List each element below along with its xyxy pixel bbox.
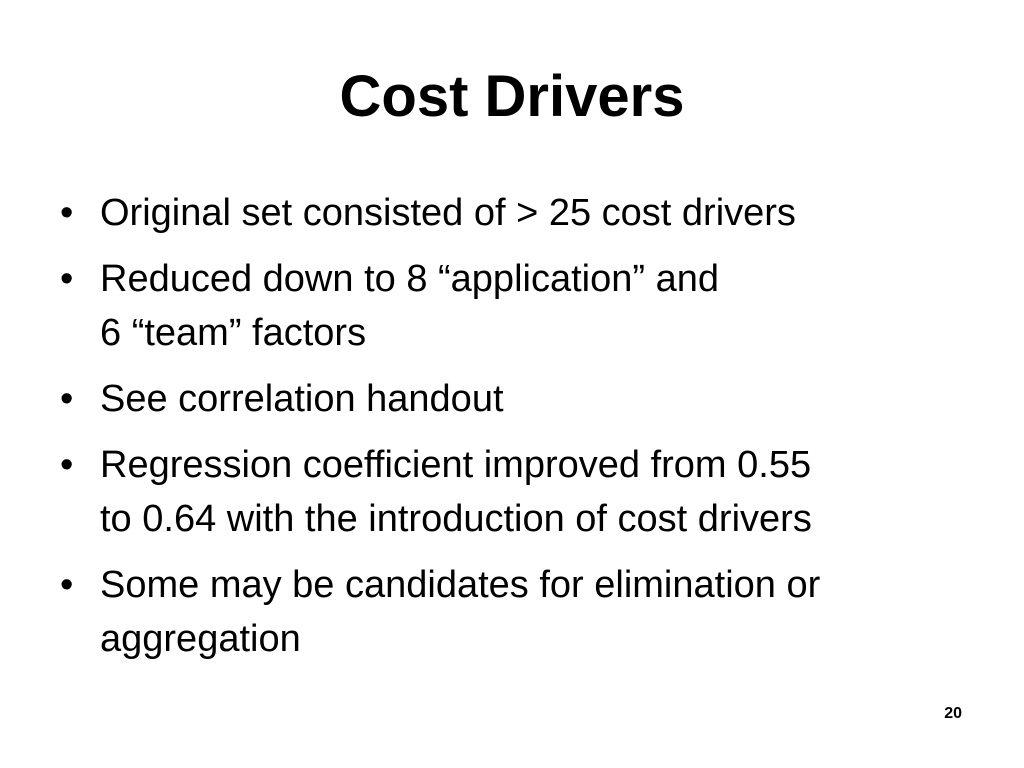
bullet-text: Reduced down to 8 “application” and xyxy=(100,258,719,300)
bullet-text: to 0.64 with the introduction of cost drivers xyxy=(100,498,812,540)
bullet-text: See correlation handout xyxy=(100,378,504,420)
bullet-icon: • xyxy=(60,444,74,486)
bullet-text: 6 “team” factors xyxy=(100,312,367,354)
page-number: 20 xyxy=(944,705,962,722)
bullet-item xyxy=(58,438,988,546)
bullet-item xyxy=(58,252,988,360)
bullet-icon: • xyxy=(60,378,74,420)
slide-title: Cost Drivers xyxy=(339,64,685,129)
bullet-text: aggregation xyxy=(100,618,301,660)
bullet-list xyxy=(58,186,988,678)
bullet-item xyxy=(58,558,988,666)
bullet-icon: • xyxy=(60,564,74,606)
bullet-text: Original set consisted of > 25 cost drivers xyxy=(100,192,796,234)
bullet-icon: • xyxy=(60,192,74,234)
bullet-item xyxy=(58,186,988,240)
bullet-icon: • xyxy=(60,258,74,300)
bullet-text: Some may be candidates for elimination or xyxy=(100,564,821,606)
bullet-text: Regression coefficient improved from 0.55 xyxy=(100,444,812,486)
bullet-item xyxy=(58,372,988,426)
